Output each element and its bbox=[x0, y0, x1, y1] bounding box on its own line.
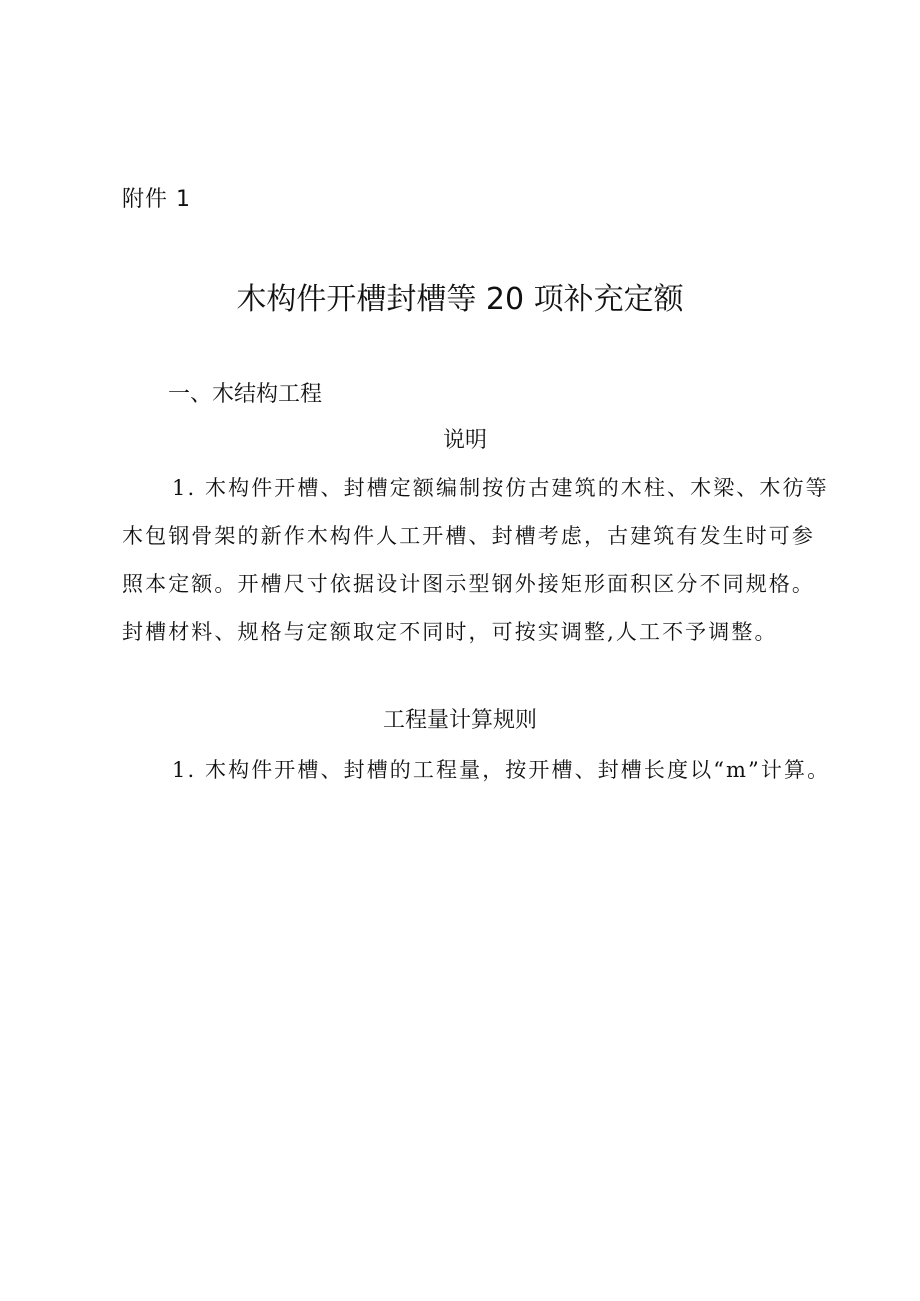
explanation-line-3: 照本定额。开槽尺寸依据设计图示型钢外接矩形面积区分不同规格。 bbox=[122, 572, 815, 596]
explanation-line-4: 封槽材料、规格与定额取定不同时，可按实调整,人工不予调整。 bbox=[122, 620, 778, 644]
section-heading: 一、木结构工程 bbox=[168, 382, 323, 407]
calculation-rules-heading: 工程量计算规则 bbox=[382, 708, 537, 733]
calculation-rules-line-1: 1. 木构件开槽、封槽的工程量，按开槽、封槽长度以“m”计算。 bbox=[172, 758, 831, 782]
explanation-line-2: 木包钢骨架的新作木构件人工开槽、封槽考虑，古建筑有发生时可参 bbox=[122, 524, 815, 548]
explanation-paragraph bbox=[122, 464, 832, 656]
explanation-line-1: 1. 木构件开槽、封槽定额编制按仿古建筑的木柱、木梁、木彷等 bbox=[172, 476, 829, 500]
document-title: 木构件开槽封槽等 20 项补充定额 bbox=[236, 282, 684, 317]
attachment-label: 附件 1 bbox=[122, 187, 191, 212]
explanation-heading: 说明 bbox=[442, 428, 487, 453]
calculation-rules-paragraph bbox=[122, 746, 832, 794]
